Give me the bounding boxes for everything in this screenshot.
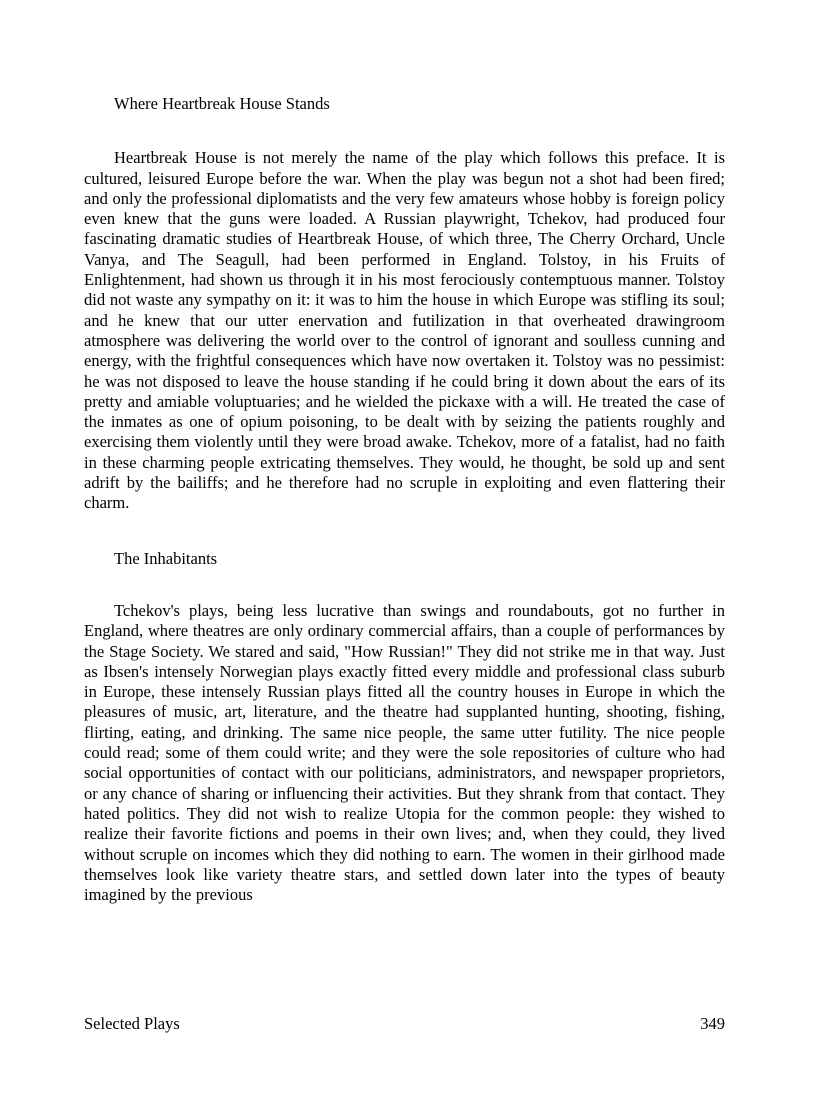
page-text-block: [84, 0, 725, 905]
footer-page-number: 349: [700, 1014, 725, 1033]
page-footer: [84, 1014, 725, 1034]
footer-book-title: Selected Plays: [84, 1014, 180, 1033]
paragraph-the-inhabitants: Tchekov's plays, being less lucrative than swings and roundabouts, got no further in England, where theatres are only ordinary commercial affairs, than a couple of performances by the Stage Society. We stared and said, "How Russian!" They did not strike me in that way. Just as Ibsen's intensely Norwegian plays exactly fitted every middle and professional class suburb in Europe, these intensely Russian plays fitted all the country houses in Europe in which the pleasures of music, art, literature, and the theatre had supplanted hunting, shooting, fishing, flirting, eating, and drinking. The same nice people, the same utter futility. The nice people could read; some of them could write; and they were the sole repositories of culture who had social opportunities of contact with our politicians, administrators, and newspaper proprietors, or any chance of sharing or influencing their activities. But they shrank from that contact. They hated politics. They did not wish to realize Utopia for the common people: they wished to realize their favorite fictions and poems in their own lives; and, when they could, they lived without scruple on incomes which they did nothing to earn. The women in their girlhood made themselves look like variety theatre stars, and settled down later into the types of beauty imagined by the previous: [84, 600, 725, 905]
section-heading-where-heartbreak-house-stands: Where Heartbreak House Stands: [114, 94, 330, 113]
paragraph-heartbreak-house: Heartbreak House is not merely the name of the play which follows this preface. It is cultured, leisured Europe before the war. When the play was begun not a shot had been fired; and only the professional diplomatists and the very few amateurs whose hobby is foreign policy even knew that the guns were loaded. A Russian playwright, Tchekov, had produced four fascinating dramatic studies of Heartbreak House, of which three, The Cherry Orchard, Uncle Vanya, and The Seagull, had been performed in England. Tolstoy, in his Fruits of Enlightenment, had shown us through it in his most ferociously contemptuous manner. Tolstoy did not waste any sympathy on it: it was to him the house in which Europe was stifling its soul; and he knew that our utter enervation and futilization in that overheated drawingroom atmosphere was delivering the world over to the control of ignorant and soulless cunning and energy, with the frightful consequences which have now overtaken it. Tolstoy was no pessimist: he was not disposed to leave the house standing if he could bring it down about the ears of its pretty and amiable voluptuaries; and he wielded the pickaxe with a will. He treated the case of the inmates as one of opium poisoning, to be dealt with by seizing the patients roughly and exercising them violently until they were broad awake. Tchekov, more of a fatalist, had no faith in these charming people extricating themselves. They would, he thought, be sold up and sent adrift by the bailiffs; and he therefore had no scruple in exploiting and even flattering their charm.: [84, 148, 725, 513]
section-heading-the-inhabitants: The Inhabitants: [114, 548, 218, 568]
